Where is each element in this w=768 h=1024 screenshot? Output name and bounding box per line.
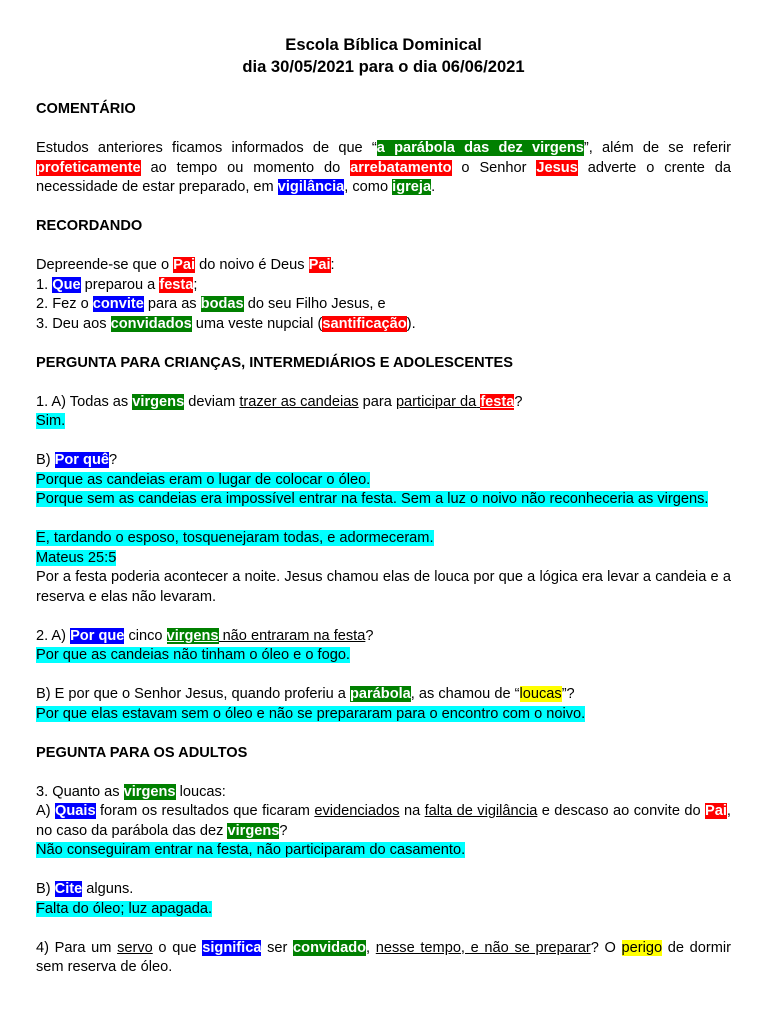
answer-2a: Por que as candeias não tinham o óleo e o fogo.: [36, 647, 350, 663]
highlight-green: convidados: [110, 315, 192, 332]
verse-reference: Mateus 25:5: [36, 549, 117, 566]
highlight-green: igreja: [392, 179, 432, 195]
recordando-line-4: 3. Deu aos convidados uma veste nupcial (santificação).: [36, 315, 416, 332]
question-4: 4) Para um servo o que significa ser convidado, nesse tempo, e não se preparar? O perigo de dormir sem reserva de óleo.: [36, 939, 732, 975]
recordando-line-1: Depreende-se que o Pai do noivo é Deus Pai:: [36, 257, 335, 273]
highlight-blue: Quais: [55, 803, 96, 819]
question-3b: B) Cite alguns.: [36, 881, 134, 897]
answer-1b-line-2: Porque sem as candeias era impossível entrar na festa. Sem a luz o noivo não reconheceria as virgens.: [36, 491, 709, 507]
highlight-yellow: perigo: [621, 939, 663, 956]
answer-1b-line-1: Porque as candeias eram o lugar de colocar o óleo.: [36, 471, 371, 488]
highlight-red: Pai: [173, 257, 196, 273]
verse-text: E, tardando o esposo, tosquenejaram todas, e adormeceram.: [36, 530, 434, 546]
highlight-green: virgens: [227, 822, 280, 839]
highlight-blue: Que: [52, 276, 81, 293]
recordando-line-2: 1. Que preparou a festa;: [36, 276, 198, 293]
section-heading-criancas: PERGUNTA PARA CRIANÇAS, INTERMEDIÁRIOS E ADOLESCENTES: [36, 354, 514, 371]
verse-explanation: Por a festa poderia acontecer a noite. Jesus chamou elas de louca por que a lógica era levar a candeia e a reserva e elas não levaram.: [36, 569, 731, 605]
title-line-1: Escola Bíblica Dominical: [285, 35, 482, 54]
highlight-green: convidado: [293, 939, 367, 956]
section-heading-recordando: RECORDANDO: [36, 218, 143, 234]
highlight-blue: Por quê: [54, 452, 109, 468]
highlight-red: Pai: [705, 803, 727, 819]
question-3: 3. Quanto as virgens loucas:: [36, 783, 226, 800]
highlight-blue: vigilância: [277, 179, 345, 195]
highlight-green: virgens: [132, 393, 185, 410]
recordando-line-3: 2. Fez o convite para as bodas do seu Filho Jesus, e: [36, 296, 386, 312]
highlight-green: parábola: [349, 686, 411, 702]
highlight-green: virgens: [123, 783, 176, 800]
highlight-red: festa: [480, 393, 515, 410]
answer-2b: Por que elas estavam sem o óleo e não se prepararam para o encontro com o noivo.: [36, 705, 586, 722]
highlight-red: arrebatamento: [350, 159, 452, 176]
highlight-red: Jesus: [536, 159, 578, 176]
highlight-red: profeticamente: [36, 159, 141, 176]
highlight-blue: convite: [92, 296, 144, 312]
title-line-2: dia 30/05/2021 para o dia 06/06/2021: [242, 57, 525, 76]
highlight-green: a parábola das dez virgens: [376, 140, 584, 156]
question-1a: 1. A) Todas as virgens deviam trazer as candeias para participar da festa?: [36, 393, 523, 410]
document-title: [36, 34, 731, 78]
answer-3b: Falta do óleo; luz apagada.: [36, 900, 213, 917]
highlight-red: santificação: [322, 315, 407, 332]
highlight-blue: significa: [202, 939, 262, 956]
highlight-green: bodas: [200, 296, 244, 312]
section-heading-comentario: COMENTÁRIO: [36, 101, 136, 117]
highlight-blue: Por que: [70, 627, 125, 644]
comentario-paragraph: Estudos anteriores ficamos informados de que “a parábola das dez virgens”, além de se referir profeticamente ao tempo ou momento do arrebatamento o Senhor Jesus adverte o crente da necessidade de estar preparado, em vigilância, como igreja.: [36, 140, 732, 195]
answer-3a: Não conseguiram entrar na festa, não participaram do casamento.: [36, 842, 466, 858]
question-2a: 2. A) Por que cinco virgens não entraram na festa?: [36, 627, 374, 644]
answer-1a: Sim.: [36, 413, 66, 429]
highlight-red: Pai: [308, 257, 331, 273]
question-3a: A) Quais foram os resultados que ficaram evidenciados na falta de vigilância e descaso ao convite do Pai, no caso da parábola das dez virgens?: [36, 803, 731, 839]
highlight-yellow: loucas: [519, 686, 562, 702]
highlight-red: festa: [159, 276, 194, 293]
highlight-blue: Cite: [54, 881, 83, 897]
section-heading-adultos: PEGUNTA PARA OS ADULTOS: [36, 744, 248, 761]
question-1b: B) Por quê?: [36, 452, 118, 468]
highlight-green: virgens: [166, 627, 219, 644]
question-2b: B) E por que o Senhor Jesus, quando proferiu a parábola, as chamou de “loucas”?: [36, 686, 575, 702]
